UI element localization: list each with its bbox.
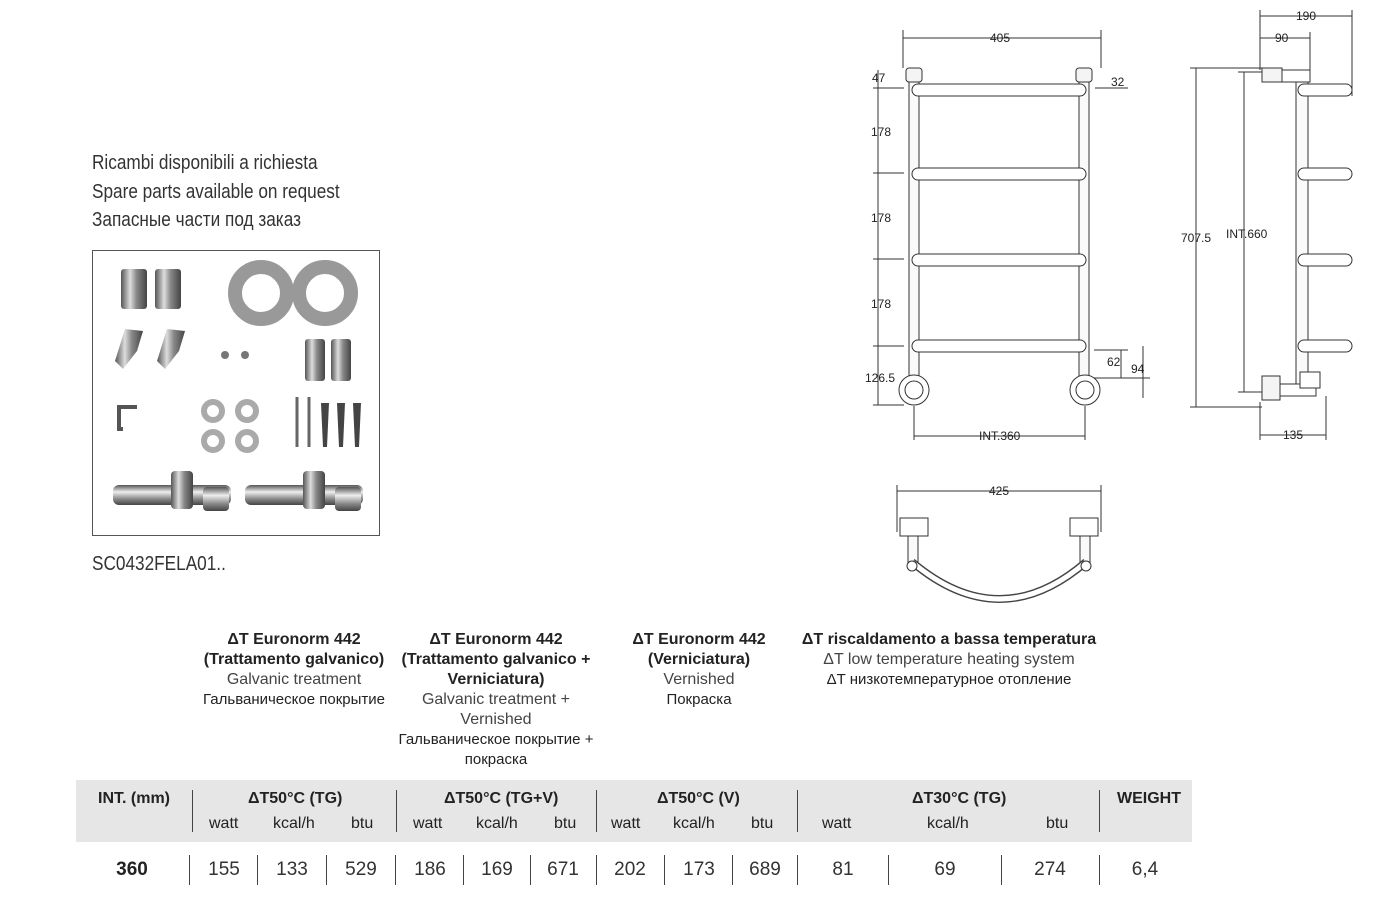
unit-btu: btu <box>554 815 577 832</box>
row-int: 360 <box>116 859 148 880</box>
col-en: ΔT low temperature heating system <box>823 651 1075 668</box>
column-header-low-temp <box>800 630 1098 690</box>
col-subtitle: (Trattamento galvanico + <box>401 651 591 668</box>
row-separator <box>1001 855 1002 885</box>
row-value: 202 <box>614 859 646 880</box>
dim-int-height: INT.660 <box>1226 227 1268 241</box>
header-v: ΔT50°C (V) <box>657 790 740 807</box>
unit-watt: watt <box>413 815 443 832</box>
header-separator <box>396 790 397 832</box>
col-ru-2: покраска <box>464 751 528 768</box>
front-view <box>873 30 1150 440</box>
col-title: ΔT riscaldamento a bassa temperatura <box>801 631 1097 648</box>
col-ru: Гальваническое покрытие + <box>398 731 594 748</box>
row-separator <box>530 855 531 885</box>
row-separator <box>189 855 190 885</box>
unit-btu: btu <box>751 815 774 832</box>
dim-top: 47 <box>872 71 886 85</box>
header-separator <box>1099 790 1100 832</box>
row-value: 69 <box>934 859 956 880</box>
dim-height: 707.5 <box>1181 231 1212 245</box>
dim-94: 94 <box>1131 362 1145 376</box>
col-ru: Покраска <box>666 691 732 708</box>
col-subtitle: (Verniciatura) <box>647 651 751 668</box>
header-separator <box>797 790 798 832</box>
row-separator <box>1099 855 1100 885</box>
dim-spacing-2: 178 <box>871 211 892 225</box>
column-header-galvanic-vernished <box>392 630 600 770</box>
row-separator <box>596 855 597 885</box>
unit-kcal: kcal/h <box>673 815 715 832</box>
dim-int-width: INT.360 <box>979 429 1021 443</box>
unit-watt: watt <box>611 815 641 832</box>
column-header-vernished <box>610 630 788 710</box>
column-header-galvanic <box>190 630 398 710</box>
header-separator <box>596 790 597 832</box>
row-value: 274 <box>1034 859 1066 880</box>
unit-kcal: kcal/h <box>476 815 518 832</box>
spare-parts-ru: Запасные части под заказ <box>92 209 301 231</box>
col-title: ΔT Euronorm 442 <box>429 631 563 648</box>
side-view <box>1190 10 1352 440</box>
col-subtitle: (Trattamento galvanico) <box>203 651 385 668</box>
unit-watt: watt <box>209 815 239 832</box>
col-en: Galvanic treatment <box>226 671 362 688</box>
col-ru: Гальваническое покрытие <box>203 691 385 708</box>
dim-depth: 190 <box>1296 9 1317 23</box>
col-ru: ΔT низкотемпературное отопление <box>826 671 1072 688</box>
col-subtitle-2: Verniciatura) <box>447 671 545 688</box>
row-separator <box>326 855 327 885</box>
unit-kcal: kcal/h <box>273 815 315 832</box>
row-separator <box>732 855 733 885</box>
dim-top-width: 425 <box>989 484 1010 498</box>
row-value: 671 <box>547 859 579 880</box>
spare-parts-it: Ricambi disponibili a richiesta <box>92 152 318 174</box>
dim-width: 405 <box>990 31 1011 45</box>
header-int: INT. (mm) <box>98 790 170 807</box>
row-value: 186 <box>414 859 446 880</box>
row-value: 133 <box>276 859 308 880</box>
header-low-temp: ΔT30°C (TG) <box>912 790 1007 807</box>
top-view <box>897 485 1101 599</box>
unit-btu: btu <box>1046 815 1069 832</box>
row-separator <box>257 855 258 885</box>
header-separator <box>192 790 193 832</box>
col-en-2: Vernished <box>460 711 532 728</box>
dim-spacing-1: 178 <box>871 125 892 139</box>
row-separator <box>797 855 798 885</box>
col-title: ΔT Euronorm 442 <box>632 631 766 648</box>
header-tg: ΔT50°C (TG) <box>248 790 343 807</box>
row-value: 169 <box>481 859 513 880</box>
dim-bottom: 126.5 <box>865 371 896 385</box>
unit-watt: watt <box>822 815 852 832</box>
spare-parts-code: SC0432FELA01.. <box>92 553 226 575</box>
dim-tube: 32 <box>1111 75 1125 89</box>
dim-62: 62 <box>1107 355 1121 369</box>
col-title: ΔT Euronorm 442 <box>227 631 361 648</box>
unit-btu: btu <box>351 815 374 832</box>
header-weight: WEIGHT <box>1117 790 1181 807</box>
col-en: Vernished <box>663 671 735 688</box>
row-separator <box>463 855 464 885</box>
row-value: 155 <box>208 859 240 880</box>
row-separator <box>888 855 889 885</box>
spare-parts-en: Spare parts available on request <box>92 181 340 203</box>
unit-kcal: kcal/h <box>927 815 969 832</box>
row-weight: 6,4 <box>1131 859 1159 880</box>
row-separator <box>395 855 396 885</box>
col-en: Galvanic treatment + <box>421 691 571 708</box>
dim-spacing-3: 178 <box>871 297 892 311</box>
dim-90: 90 <box>1275 31 1289 45</box>
header-tgv: ΔT50°C (TG+V) <box>444 790 559 807</box>
row-separator <box>664 855 665 885</box>
dim-135: 135 <box>1283 428 1304 442</box>
row-value: 81 <box>832 859 854 880</box>
row-value: 529 <box>345 859 377 880</box>
row-value: 173 <box>683 859 715 880</box>
row-value: 689 <box>749 859 781 880</box>
